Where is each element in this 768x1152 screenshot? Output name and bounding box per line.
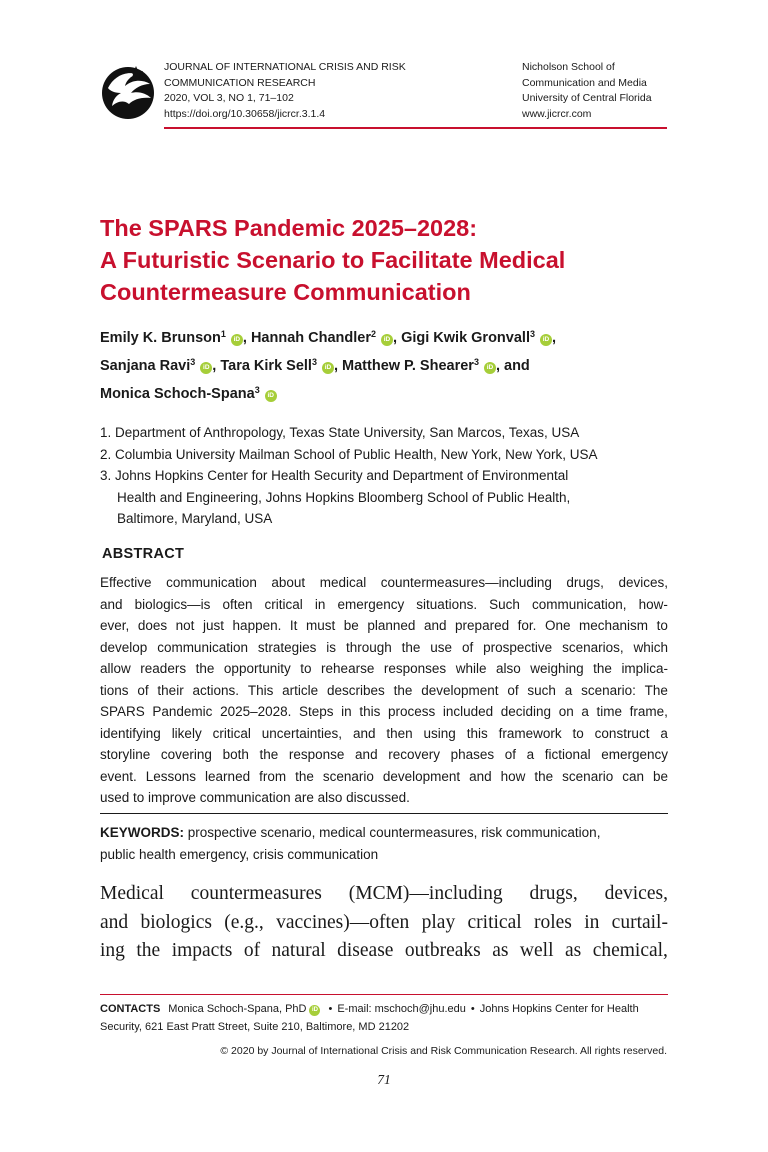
author-line-1 <box>100 324 668 352</box>
affiliation-3: 3. Johns Hopkins Center for Health Security and Department of Environmental <box>100 468 569 483</box>
author-name: Monica Schoch-Spana <box>100 386 255 402</box>
abstract-line: used to improve communication are also discussed. <box>100 790 410 805</box>
abstract-line: and biologics—is often critical in emergency situations. Such communication, how- <box>100 596 668 612</box>
author-name: Hannah Chandler <box>250 330 371 346</box>
author-line-2 <box>100 352 668 380</box>
affiliation-marker: 3 <box>254 385 260 395</box>
keywords-line-1 <box>100 822 668 844</box>
body-text-line: Medical countermeasures (MCM)—including drugs, devices, <box>100 883 668 904</box>
abstract-line: Effective communication about medical countermeasures—including drugs, devices, <box>100 575 668 590</box>
author-separator: , <box>552 330 557 346</box>
contact-organization: Johns Hopkins Center for Health <box>479 1003 639 1015</box>
affiliation-marker: 1 <box>220 329 226 339</box>
author-separator: , <box>212 358 217 374</box>
contacts-label: CONTACTS <box>100 1003 161 1015</box>
bullet-separator: • <box>328 1003 333 1015</box>
abstract-body <box>100 572 668 809</box>
article-title <box>100 212 668 308</box>
orcid-icon[interactable]: iD <box>484 362 496 374</box>
journal-volume: 2020, VOL 3, NO 1, 71–102 <box>164 92 294 104</box>
affiliation-marker: 3 <box>473 357 479 367</box>
abstract-heading: ABSTRACT <box>102 546 185 562</box>
orcid-icon[interactable]: iD <box>381 334 393 346</box>
affiliation-marker: 2 <box>370 329 376 339</box>
keywords-label: KEYWORDS: <box>100 825 184 840</box>
title-line-2: A Futuristic Scenario to Facilitate Medical <box>100 247 566 273</box>
title-line-1: The SPARS Pandemic 2025–2028: <box>100 215 478 241</box>
author-name: Sanjana Ravi <box>100 358 191 374</box>
abstract-divider <box>100 813 668 814</box>
affiliation-3-continued: Health and Engineering, Johns Hopkins Bloomberg School of Public Health, <box>117 489 571 505</box>
contacts-line-1 <box>100 1001 668 1019</box>
abstract-line: allow readers the opportunity to rehearse responses while also weighing the implica- <box>100 661 668 676</box>
author-separator: , <box>333 358 338 374</box>
affiliation-marker: 3 <box>529 329 535 339</box>
affiliation-3-continued: Baltimore, Maryland, USA <box>117 511 273 526</box>
author-name: Matthew P. Shearer <box>342 358 474 374</box>
orcid-icon[interactable]: iD <box>200 362 212 374</box>
body-text <box>100 880 668 966</box>
journal-citation <box>164 60 406 122</box>
publisher-info <box>522 60 652 122</box>
header-divider <box>164 127 667 129</box>
orcid-icon[interactable]: iD <box>540 334 552 346</box>
keywords-text: prospective scenario, medical countermeasures, risk communication, <box>187 825 601 840</box>
doi-link[interactable]: https://doi.org/10.30658/jicrcr.3.1.4 <box>164 107 326 120</box>
abstract-line: tions of their actions. This article describes the development of such a scenario: The <box>100 682 668 698</box>
contacts-divider <box>100 994 668 995</box>
ucf-pegasus-logo-icon <box>100 62 156 120</box>
contact-email[interactable]: E-mail: mschoch@jhu.edu <box>337 1003 466 1015</box>
abstract-line: develop communication strategies is through the use of prospective scenarios, which <box>100 639 668 655</box>
abstract-line: SPARS Pandemic 2025–2028. Steps in this process included deciding on a time frame, <box>100 704 668 719</box>
orcid-icon[interactable]: iD <box>309 1005 320 1016</box>
abstract-line: event. Lessons learned from the scenario development and how the scenario can be <box>100 768 668 784</box>
orcid-icon[interactable]: iD <box>231 334 243 346</box>
abstract-line: identifying likely critical uncertainties, and then using this framework to construct a <box>100 725 668 741</box>
affiliation-list <box>100 422 668 530</box>
body-text-line: ing the impacts of natural disease outbreaks as well as chemical, <box>100 940 668 961</box>
affiliation-2: 2. Columbia University Mailman School of Public Health, New York, New York, USA <box>100 446 598 462</box>
journal-header <box>100 60 667 130</box>
page-number: 71 <box>377 1072 391 1087</box>
school-line-2: Communication and Media <box>522 76 647 89</box>
orcid-icon[interactable]: iD <box>265 390 277 402</box>
author-separator: , and <box>495 358 530 374</box>
author-name: Emily K. Brunson <box>100 330 221 346</box>
author-list <box>100 324 668 408</box>
abstract-line: storyline covering both the response and recovery phases of a fictional emergency <box>100 747 668 762</box>
author-line-3 <box>100 380 668 408</box>
keywords <box>100 822 668 866</box>
bullet-separator: • <box>470 1003 475 1015</box>
contact-address: Security, 621 East Pratt Street, Suite 210, Baltimore, MD 21202 <box>100 1020 410 1033</box>
keywords-line-2: public health emergency, crisis communication <box>100 847 379 862</box>
author-separator: , <box>393 330 398 346</box>
abstract-line: ever, does not just happen. It must be planned and prepared for. One mechanism to <box>100 618 668 633</box>
journal-website-link[interactable]: www.jicrcr.com <box>522 107 592 120</box>
journal-name-line-2: COMMUNICATION RESEARCH <box>164 76 316 89</box>
affiliation-1: 1. Department of Anthropology, Texas State University, San Marcos, Texas, USA <box>100 425 580 440</box>
affiliation-marker: 3 <box>190 357 196 367</box>
author-name: Gigi Kwik Gronvall <box>401 330 530 346</box>
affiliation-marker: 3 <box>311 357 317 367</box>
orcid-icon[interactable]: iD <box>322 362 334 374</box>
title-line-3: Countermeasure Communication <box>100 279 471 305</box>
school-line-1: Nicholson School of <box>522 61 615 73</box>
school-line-3: University of Central Florida <box>522 92 652 104</box>
body-text-line: and biologics (e.g., vaccines)—often play critical roles in curtail- <box>100 911 668 933</box>
author-separator: , <box>242 330 247 346</box>
journal-name-line-1: JOURNAL OF INTERNATIONAL CRISIS AND RISK <box>164 61 406 73</box>
author-name: Tara Kirk Sell <box>220 358 312 374</box>
contact-name: Monica Schoch-Spana, PhD <box>168 1003 307 1015</box>
contacts-footer <box>100 1001 668 1036</box>
copyright-notice: © 2020 by Journal of International Crisis and Risk Communication Research. All rights reserved. <box>220 1045 667 1057</box>
